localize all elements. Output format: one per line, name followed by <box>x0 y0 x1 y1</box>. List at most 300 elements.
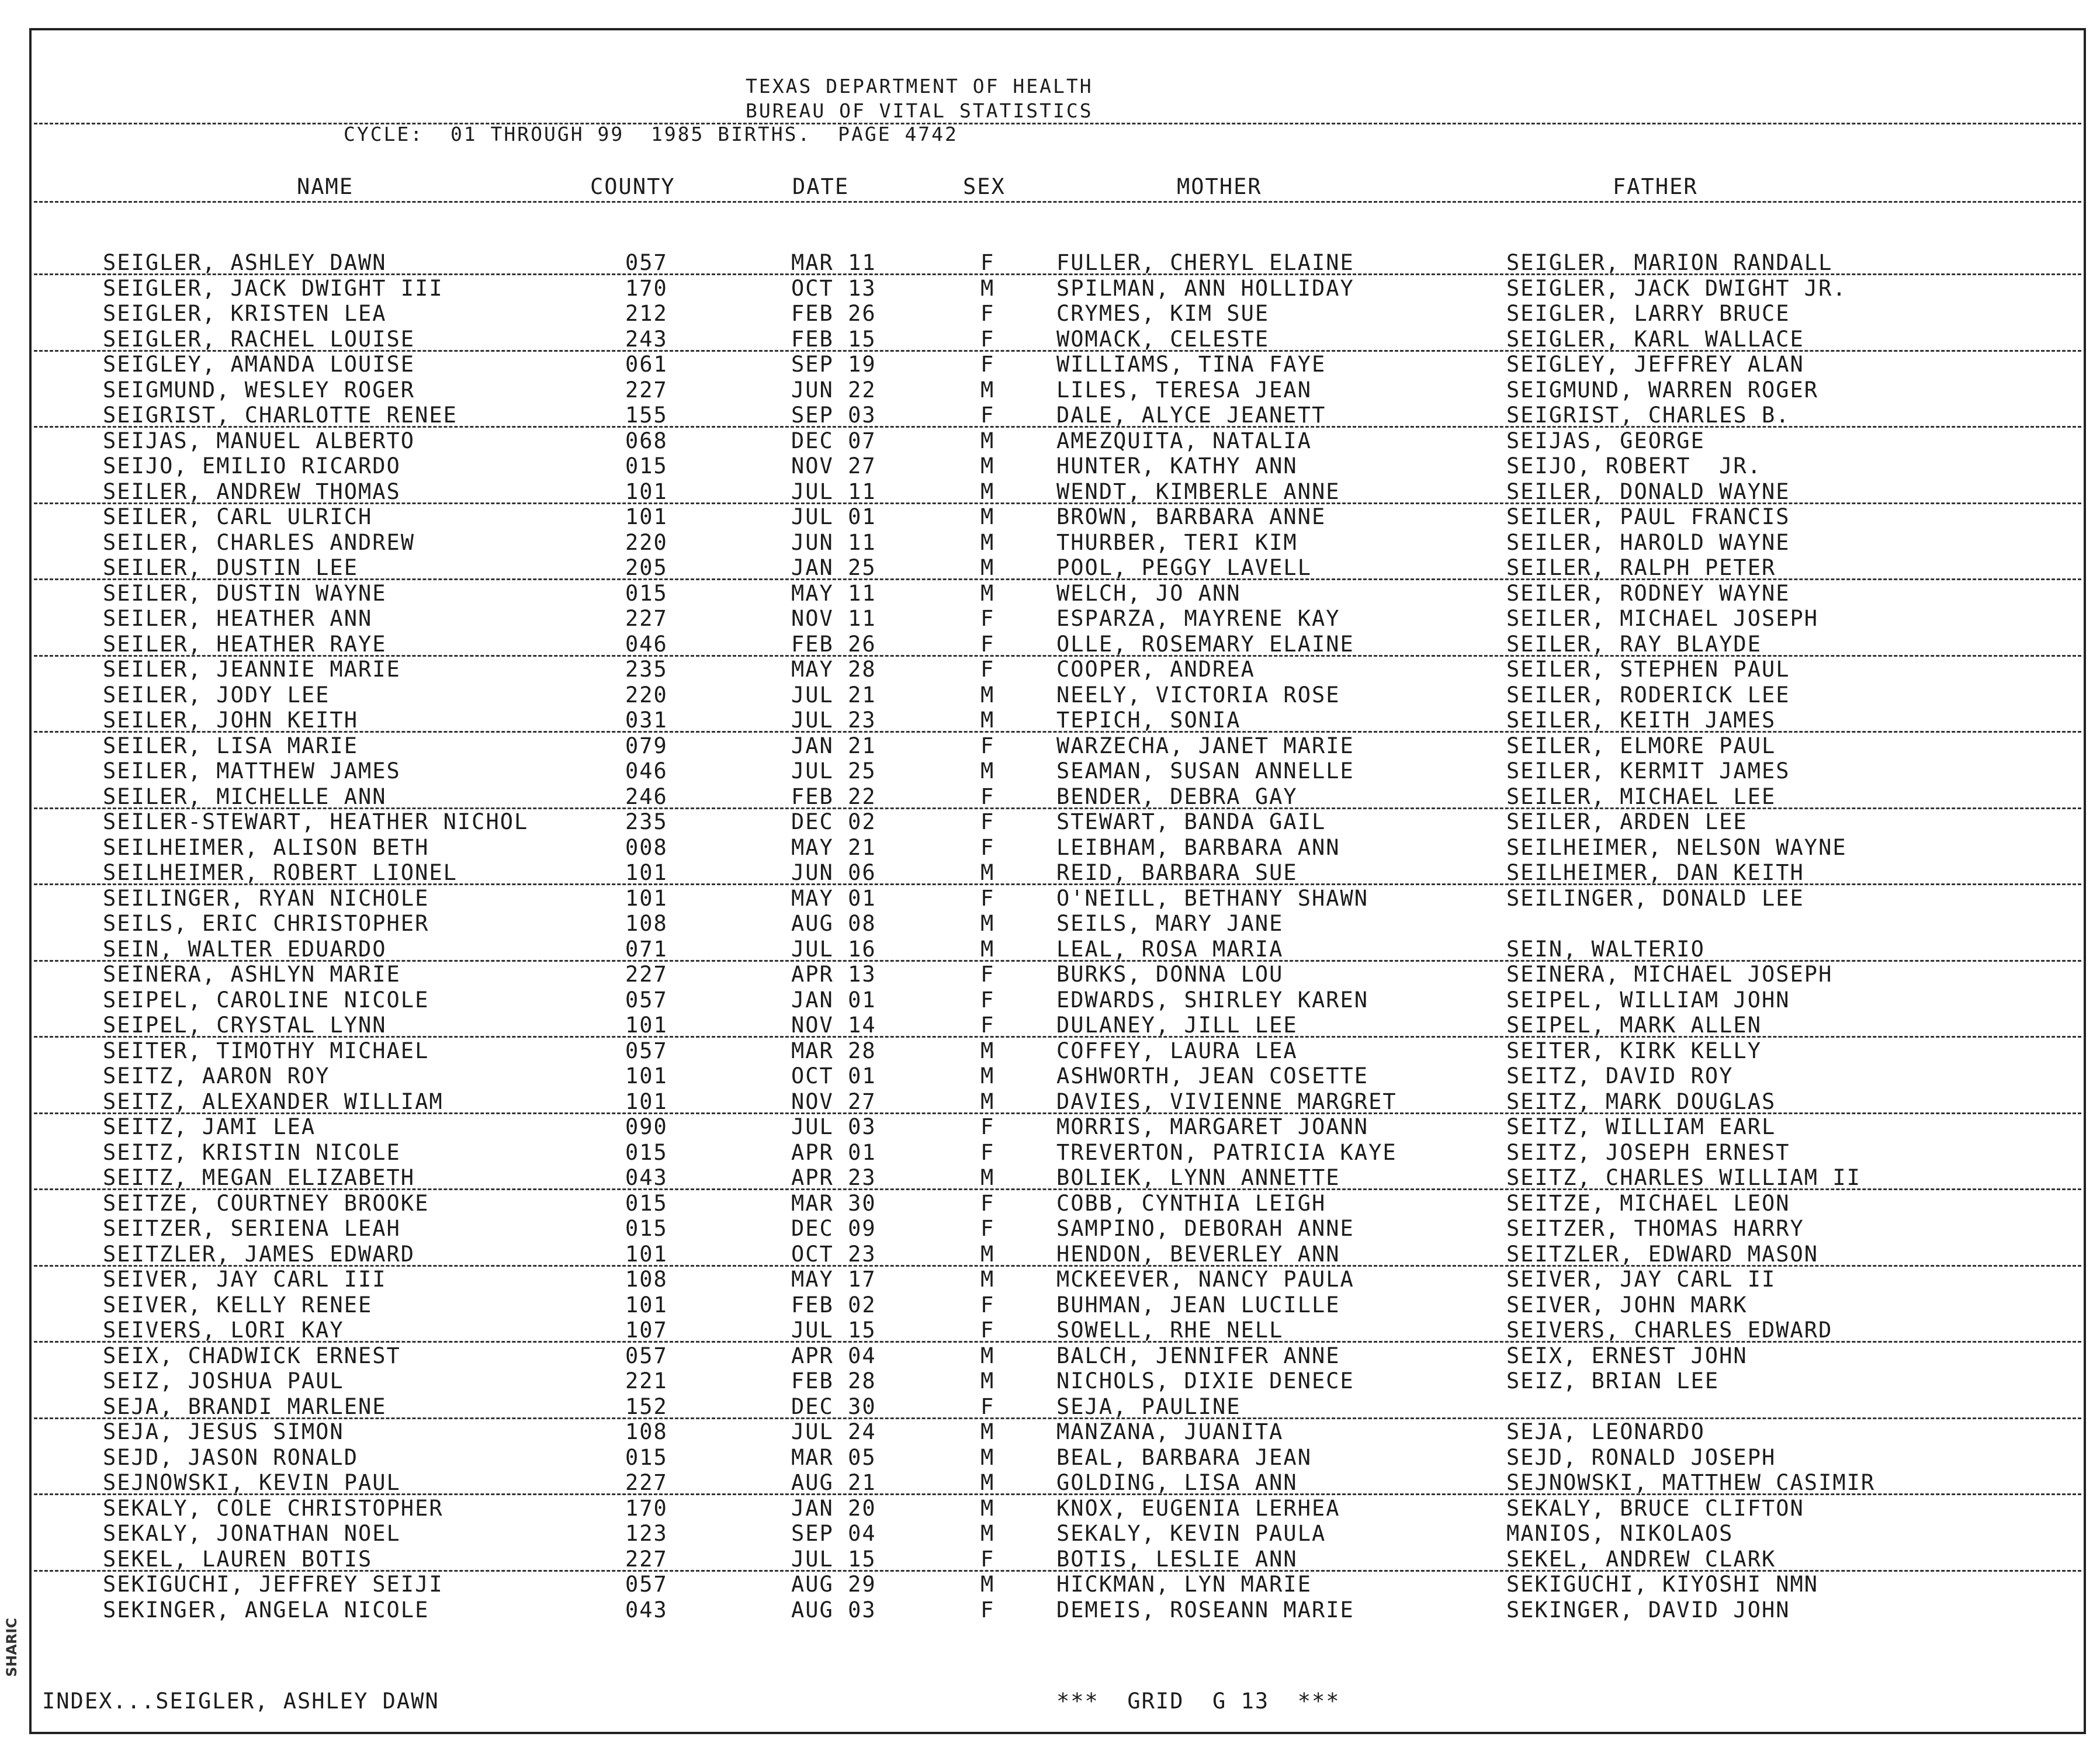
row-father: SEIGLER, JACK DWIGHT JR. <box>1506 276 1847 301</box>
row-county: 246 <box>625 784 668 809</box>
row-date: DEC 02 <box>791 809 876 834</box>
row-date: JUL 11 <box>791 479 876 504</box>
row-sex: F <box>980 1318 995 1343</box>
row-name: SEIN, WALTER EDUARDO <box>103 937 387 962</box>
row-name: SEILER, HEATHER RAYE <box>103 632 387 657</box>
row-father: SEIVER, JAY CARL II <box>1506 1267 1776 1292</box>
row-mother: SEAMAN, SUSAN ANNELLE <box>1056 758 1354 784</box>
row-date: DEC 09 <box>791 1216 876 1241</box>
table-row <box>0 1292 2100 1318</box>
row-county: 220 <box>625 530 668 555</box>
table-row <box>0 1496 2100 1521</box>
table-row <box>0 453 2100 479</box>
table-row <box>0 937 2100 962</box>
column-header-divider <box>34 201 2081 203</box>
row-date: JUN 11 <box>791 530 876 555</box>
row-county: 015 <box>625 581 668 606</box>
row-county: 101 <box>625 504 668 529</box>
row-father: SEILER, DONALD WAYNE <box>1506 479 1790 504</box>
row-name: SEILINGER, RYAN NICHOLE <box>103 886 429 911</box>
row-date: FEB 26 <box>791 632 876 657</box>
row-mother: COOPER, ANDREA <box>1056 657 1255 682</box>
row-father: SEITZ, DAVID ROY <box>1506 1063 1734 1089</box>
row-sex: M <box>980 708 995 733</box>
row-father: SEILER, KERMIT JAMES <box>1506 758 1790 784</box>
table-row <box>0 606 2100 632</box>
row-mother: BROWN, BARBARA ANNE <box>1056 504 1326 529</box>
row-father: SEIVER, JOHN MARK <box>1506 1292 1748 1318</box>
row-divider <box>34 731 2081 733</box>
row-date: JUL 01 <box>791 504 876 529</box>
row-sex: F <box>980 962 995 987</box>
table-row <box>0 1216 2100 1242</box>
row-mother: SOWELL, RHE NELL <box>1056 1318 1284 1343</box>
header-cycle-line: CYCLE: 01 THROUGH 99 1985 BIRTHS. PAGE 4742 <box>344 123 958 145</box>
row-name: SEIGLEY, AMANDA LOUISE <box>103 352 415 377</box>
row-mother: STEWART, BANDA GAIL <box>1056 809 1326 834</box>
row-name: SEIGLER, RACHEL LOUISE <box>103 327 415 352</box>
row-mother: BURKS, DONNA LOU <box>1056 962 1284 987</box>
table-row <box>0 504 2100 530</box>
row-county: 108 <box>625 911 668 936</box>
side-label: SHARIC <box>4 1618 20 1677</box>
table-row <box>0 1445 2100 1471</box>
row-name: SEITZ, MEGAN ELIZABETH <box>103 1165 415 1190</box>
row-mother: HICKMAN, LYN MARIE <box>1056 1572 1312 1597</box>
column-header-mother: MOTHER <box>1177 174 1262 199</box>
row-name: SEIZ, JOSHUA PAUL <box>103 1368 344 1394</box>
row-mother: DAVIES, VIVIENNE MARGRET <box>1056 1089 1397 1114</box>
row-name: SEILER, JOHN KEITH <box>103 708 358 733</box>
row-father: SEIGMUND, WARREN ROGER <box>1506 377 1819 403</box>
row-father: SEITZ, MARK DOUGLAS <box>1506 1089 1776 1114</box>
row-father: SEILER, KEITH JAMES <box>1506 708 1776 733</box>
row-sex: M <box>980 479 995 504</box>
row-county: 101 <box>625 1292 668 1318</box>
row-name: SEILER, MICHELLE ANN <box>103 784 387 809</box>
row-date: AUG 08 <box>791 911 876 936</box>
row-name: SEJD, JASON RONALD <box>103 1445 358 1470</box>
row-sex: M <box>980 453 995 479</box>
row-date: NOV 27 <box>791 453 876 479</box>
header-divider <box>34 123 2081 124</box>
row-name: SEILER, HEATHER ANN <box>103 606 373 631</box>
row-county: 015 <box>625 1445 668 1470</box>
row-name: SEJNOWSKI, KEVIN PAUL <box>103 1470 401 1495</box>
table-row <box>0 1114 2100 1140</box>
row-mother: BUHMAN, JEAN LUCILLE <box>1056 1292 1340 1318</box>
row-sex: M <box>980 1089 995 1114</box>
column-header-father: FATHER <box>1613 174 1698 199</box>
row-father: SEITER, KIRK KELLY <box>1506 1038 1762 1063</box>
row-date: MAY 01 <box>791 886 876 911</box>
row-mother: WOMACK, CELESTE <box>1056 327 1270 352</box>
row-mother: GOLDING, LISA ANN <box>1056 1470 1298 1495</box>
row-father: SEINERA, MICHAEL JOSEPH <box>1506 962 1833 987</box>
table-row <box>0 1419 2100 1445</box>
row-mother: BALCH, JENNIFER ANNE <box>1056 1343 1340 1368</box>
row-father: SEIJAS, GEORGE <box>1506 428 1705 453</box>
row-date: JAN 20 <box>791 1496 876 1521</box>
row-name: SEIGLER, JACK DWIGHT III <box>103 276 443 301</box>
row-sex: M <box>980 1419 995 1444</box>
row-date: APR 23 <box>791 1165 876 1190</box>
row-sex: F <box>980 606 995 631</box>
row-name: SEINERA, ASHLYN MARIE <box>103 962 401 987</box>
table-row <box>0 250 2100 276</box>
row-name: SEITZE, COURTNEY BROOKE <box>103 1191 429 1216</box>
row-date: AUG 29 <box>791 1572 876 1597</box>
table-row <box>0 911 2100 937</box>
row-sex: M <box>980 1165 995 1190</box>
row-father: SEITZER, THOMAS HARRY <box>1506 1216 1804 1241</box>
table-row <box>0 1470 2100 1496</box>
row-sex: M <box>980 1445 995 1470</box>
row-name: SEIGLER, ASHLEY DAWN <box>103 250 387 275</box>
row-father: SEIGLEY, JEFFREY ALAN <box>1506 352 1804 377</box>
row-father: SEILER, MICHAEL JOSEPH <box>1506 606 1819 631</box>
row-mother: BENDER, DEBRA GAY <box>1056 784 1298 809</box>
row-name: SEILHEIMER, ALISON BETH <box>103 835 429 860</box>
row-county: 068 <box>625 428 668 453</box>
row-divider <box>34 1341 2081 1343</box>
row-county: 205 <box>625 555 668 580</box>
row-sex: M <box>980 911 995 936</box>
row-sex: M <box>980 1572 995 1597</box>
table-row <box>0 555 2100 581</box>
row-county: 015 <box>625 1140 668 1165</box>
row-mother: NICHOLS, DIXIE DENECE <box>1056 1368 1354 1394</box>
row-date: JUN 22 <box>791 377 876 403</box>
row-sex: M <box>980 1242 995 1267</box>
table-row <box>0 1165 2100 1191</box>
row-name: SEILER, JODY LEE <box>103 682 330 708</box>
row-name: SEJA, JESUS SIMON <box>103 1419 344 1444</box>
row-county: 170 <box>625 276 668 301</box>
row-mother: CRYMES, KIM SUE <box>1056 301 1270 326</box>
row-mother: WILLIAMS, TINA FAYE <box>1056 352 1326 377</box>
header-line-1: TEXAS DEPARTMENT OF HEALTH <box>746 75 1093 98</box>
row-sex: F <box>980 250 995 275</box>
row-sex: M <box>980 377 995 403</box>
row-sex: M <box>980 860 995 885</box>
row-name: SEIVERS, LORI KAY <box>103 1318 344 1343</box>
row-county: 235 <box>625 809 668 834</box>
row-mother: AMEZQUITA, NATALIA <box>1056 428 1312 453</box>
row-date: JAN 25 <box>791 555 876 580</box>
row-date: OCT 23 <box>791 1242 876 1267</box>
row-name: SEILER, MATTHEW JAMES <box>103 758 401 784</box>
row-county: 170 <box>625 1496 668 1521</box>
row-mother: HENDON, BEVERLEY ANN <box>1056 1242 1340 1267</box>
table-row <box>0 1191 2100 1216</box>
row-date: NOV 27 <box>791 1089 876 1114</box>
row-mother: POOL, PEGGY LAVELL <box>1056 555 1312 580</box>
row-father: SEIPEL, MARK ALLEN <box>1506 1013 1762 1038</box>
row-mother: WARZECHA, JANET MARIE <box>1056 733 1354 758</box>
row-county: 101 <box>625 860 668 885</box>
table-row <box>0 632 2100 657</box>
row-date: JUL 21 <box>791 682 876 708</box>
row-mother: COBB, CYNTHIA LEIGH <box>1056 1191 1326 1216</box>
row-sex: M <box>980 682 995 708</box>
table-row <box>0 352 2100 377</box>
table-row <box>0 886 2100 911</box>
row-father: SEILER, MICHAEL LEE <box>1506 784 1776 809</box>
row-name: SEIGMUND, WESLEY ROGER <box>103 377 415 403</box>
row-date: MAY 17 <box>791 1267 876 1292</box>
row-name: SEILER, DUSTIN LEE <box>103 555 358 580</box>
row-name: SEITZ, KRISTIN NICOLE <box>103 1140 401 1165</box>
row-county: 101 <box>625 1089 668 1114</box>
row-mother: HUNTER, KATHY ANN <box>1056 453 1298 479</box>
row-sex: M <box>980 1267 995 1292</box>
row-mother: MCKEEVER, NANCY PAULA <box>1056 1267 1354 1292</box>
row-mother: SAMPINO, DEBORAH ANNE <box>1056 1216 1354 1241</box>
header-line-2: BUREAU OF VITAL STATISTICS <box>746 99 1093 122</box>
row-date: OCT 01 <box>791 1063 876 1089</box>
row-mother: LEAL, ROSA MARIA <box>1056 937 1284 962</box>
row-date: JAN 21 <box>791 733 876 758</box>
row-name: SEITZ, JAMI LEA <box>103 1114 316 1139</box>
row-father: SEILER, RALPH PETER <box>1506 555 1776 580</box>
row-date: NOV 11 <box>791 606 876 631</box>
row-sex: M <box>980 1470 995 1495</box>
table-row <box>0 784 2100 810</box>
row-name: SEIPEL, CRYSTAL LYNN <box>103 1013 387 1038</box>
row-name: SEILER, JEANNIE MARIE <box>103 657 401 682</box>
row-date: APR 04 <box>791 1343 876 1368</box>
table-row <box>0 1597 2100 1623</box>
row-father: SEKALY, BRUCE CLIFTON <box>1506 1496 1804 1521</box>
table-row <box>0 1267 2100 1292</box>
row-date: DEC 07 <box>791 428 876 453</box>
row-county: 152 <box>625 1394 668 1419</box>
table-row <box>0 276 2100 301</box>
row-father: SEJNOWSKI, MATTHEW CASIMIR <box>1506 1470 1876 1495</box>
table-row <box>0 1242 2100 1267</box>
row-county: 015 <box>625 1191 668 1216</box>
row-name: SEILER, CARL ULRICH <box>103 504 373 529</box>
row-father: SEIN, WALTERIO <box>1506 937 1705 962</box>
row-mother: LILES, TERESA JEAN <box>1056 377 1312 403</box>
row-father: SEITZ, WILLIAM EARL <box>1506 1114 1776 1139</box>
row-county: 008 <box>625 835 668 860</box>
row-date: JUL 24 <box>791 1419 876 1444</box>
row-name: SEKIGUCHI, JEFFREY SEIJI <box>103 1572 443 1597</box>
row-county: 243 <box>625 327 668 352</box>
table-row <box>0 1394 2100 1420</box>
row-sex: M <box>980 1368 995 1394</box>
table-row <box>0 1572 2100 1597</box>
row-name: SEKINGER, ANGELA NICOLE <box>103 1597 429 1623</box>
column-header-county: COUNTY <box>590 174 675 199</box>
row-sex: F <box>980 1191 995 1216</box>
row-date: DEC 30 <box>791 1394 876 1419</box>
row-county: 221 <box>625 1368 668 1394</box>
footer-grid: *** GRID G 13 *** <box>1056 1689 1340 1714</box>
row-mother: DALE, ALYCE JEANETT <box>1056 403 1326 428</box>
table-row <box>0 962 2100 987</box>
row-county: 043 <box>625 1165 668 1190</box>
table-row <box>0 682 2100 708</box>
row-county: 235 <box>625 657 668 682</box>
row-sex: M <box>980 758 995 784</box>
row-name: SEKALY, JONATHAN NOEL <box>103 1521 401 1546</box>
row-county: 079 <box>625 733 668 758</box>
table-row <box>0 835 2100 861</box>
row-name: SEIJO, EMILIO RICARDO <box>103 453 401 479</box>
row-mother: SEILS, MARY JANE <box>1056 911 1284 936</box>
row-father: SEILER, HAROLD WAYNE <box>1506 530 1790 555</box>
row-mother: WELCH, JO ANN <box>1056 581 1241 606</box>
row-name: SEIJAS, MANUEL ALBERTO <box>103 428 415 453</box>
row-county: 043 <box>625 1597 668 1623</box>
row-mother: ESPARZA, MAYRENE KAY <box>1056 606 1340 631</box>
row-date: MAR 05 <box>791 1445 876 1470</box>
row-mother: O'NEILL, BETHANY SHAWN <box>1056 886 1369 911</box>
row-divider <box>34 1188 2081 1190</box>
table-row <box>0 987 2100 1013</box>
row-sex: F <box>980 733 995 758</box>
row-date: FEB 26 <box>791 301 876 326</box>
table-row <box>0 1318 2100 1343</box>
row-county: 046 <box>625 632 668 657</box>
row-father: SEIPEL, WILLIAM JOHN <box>1506 987 1790 1013</box>
table-row <box>0 1368 2100 1394</box>
row-mother: TEPICH, SONIA <box>1056 708 1241 733</box>
row-sex: F <box>980 809 995 834</box>
row-mother: REID, BARBARA SUE <box>1056 860 1298 885</box>
row-father: SEITZE, MICHAEL LEON <box>1506 1191 1790 1216</box>
row-name: SEILER, ANDREW THOMAS <box>103 479 401 504</box>
row-county: 227 <box>625 962 668 987</box>
row-father: SEIX, ERNEST JOHN <box>1506 1343 1748 1368</box>
row-mother: THURBER, TERI KIM <box>1056 530 1298 555</box>
row-date: FEB 15 <box>791 327 876 352</box>
row-name: SEITER, TIMOTHY MICHAEL <box>103 1038 429 1063</box>
row-father: SEKIGUCHI, KIYOSHI NMN <box>1506 1572 1819 1597</box>
row-name: SEILER-STEWART, HEATHER NICHOL <box>103 809 529 834</box>
row-name: SEKEL, LAUREN BOTIS <box>103 1547 373 1572</box>
row-date: SEP 03 <box>791 403 876 428</box>
row-name: SEIVER, KELLY RENEE <box>103 1292 373 1318</box>
row-county: 090 <box>625 1114 668 1139</box>
row-father: SEILHEIMER, NELSON WAYNE <box>1506 835 1847 860</box>
table-row <box>0 657 2100 682</box>
row-sex: M <box>980 581 995 606</box>
row-date: APR 13 <box>791 962 876 987</box>
row-county: 155 <box>625 403 668 428</box>
row-father: SEIVERS, CHARLES EDWARD <box>1506 1318 1833 1343</box>
table-row <box>0 1343 2100 1369</box>
row-sex: F <box>980 1547 995 1572</box>
row-name: SEILER, LISA MARIE <box>103 733 358 758</box>
row-sex: F <box>980 632 995 657</box>
row-father: SEILER, RODERICK LEE <box>1506 682 1790 708</box>
row-mother: SEKALY, KEVIN PAULA <box>1056 1521 1326 1546</box>
row-sex: F <box>980 657 995 682</box>
row-date: JUL 23 <box>791 708 876 733</box>
row-county: 015 <box>625 1216 668 1241</box>
row-sex: F <box>980 886 995 911</box>
footer-index: INDEX...SEIGLER, ASHLEY DAWN <box>42 1689 439 1714</box>
row-father: SEILER, PAUL FRANCIS <box>1506 504 1790 529</box>
row-county: 101 <box>625 1063 668 1089</box>
row-date: JUL 15 <box>791 1547 876 1572</box>
row-date: MAR 11 <box>791 250 876 275</box>
row-sex: M <box>980 555 995 580</box>
row-mother: MORRIS, MARGARET JOANN <box>1056 1114 1369 1139</box>
table-row <box>0 1140 2100 1166</box>
row-date: NOV 14 <box>791 1013 876 1038</box>
row-county: 227 <box>625 606 668 631</box>
row-mother: KNOX, EUGENIA LERHEA <box>1056 1496 1340 1521</box>
row-date: JUL 16 <box>791 937 876 962</box>
row-sex: M <box>980 276 995 301</box>
row-father: SEJD, RONALD JOSEPH <box>1506 1445 1776 1470</box>
row-father: SEIZ, BRIAN LEE <box>1506 1368 1720 1394</box>
row-date: AUG 03 <box>791 1597 876 1623</box>
row-name: SEILHEIMER, ROBERT LIONEL <box>103 860 458 885</box>
row-divider <box>34 426 2081 428</box>
row-name: SEIX, CHADWICK ERNEST <box>103 1343 401 1368</box>
row-mother: FULLER, CHERYL ELAINE <box>1056 250 1354 275</box>
row-county: 031 <box>625 708 668 733</box>
row-divider <box>34 1493 2081 1495</box>
row-name: SEIGRIST, CHARLOTTE RENEE <box>103 403 458 428</box>
row-sex: F <box>980 1216 995 1241</box>
row-mother: BEAL, BARBARA JEAN <box>1056 1445 1312 1470</box>
row-mother: NEELY, VICTORIA ROSE <box>1056 682 1340 708</box>
row-divider <box>34 578 2081 580</box>
row-name: SEILER, CHARLES ANDREW <box>103 530 415 555</box>
row-sex: F <box>980 987 995 1013</box>
row-name: SEITZ, AARON ROY <box>103 1063 330 1089</box>
row-date: MAR 28 <box>791 1038 876 1063</box>
table-row <box>0 479 2100 505</box>
row-mother: BOTIS, LESLIE ANN <box>1056 1547 1298 1572</box>
table-row <box>0 403 2100 428</box>
row-county: 057 <box>625 250 668 275</box>
row-county: 015 <box>625 453 668 479</box>
row-mother: TREVERTON, PATRICIA KAYE <box>1056 1140 1397 1165</box>
table-row <box>0 1089 2100 1115</box>
table-row <box>0 809 2100 835</box>
row-sex: F <box>980 1292 995 1318</box>
row-father: SEILINGER, DONALD LEE <box>1506 886 1804 911</box>
row-date: JUN 06 <box>791 860 876 885</box>
row-date: JUL 03 <box>791 1114 876 1139</box>
row-sex: F <box>980 1013 995 1038</box>
row-sex: F <box>980 1394 995 1419</box>
row-date: MAY 21 <box>791 835 876 860</box>
row-father: MANIOS, NIKOLAOS <box>1506 1521 1734 1546</box>
table-row <box>0 758 2100 784</box>
table-row <box>0 1063 2100 1089</box>
row-father: SEKINGER, DAVID JOHN <box>1506 1597 1790 1623</box>
row-county: 057 <box>625 1572 668 1597</box>
row-county: 108 <box>625 1267 668 1292</box>
row-county: 046 <box>625 758 668 784</box>
table-row <box>0 860 2100 886</box>
row-name: SEIVER, JAY CARL III <box>103 1267 387 1292</box>
row-sex: F <box>980 835 995 860</box>
row-sex: F <box>980 403 995 428</box>
row-date: MAY 11 <box>791 581 876 606</box>
row-county: 057 <box>625 987 668 1013</box>
row-father: SEIGRIST, CHARLES B. <box>1506 403 1790 428</box>
